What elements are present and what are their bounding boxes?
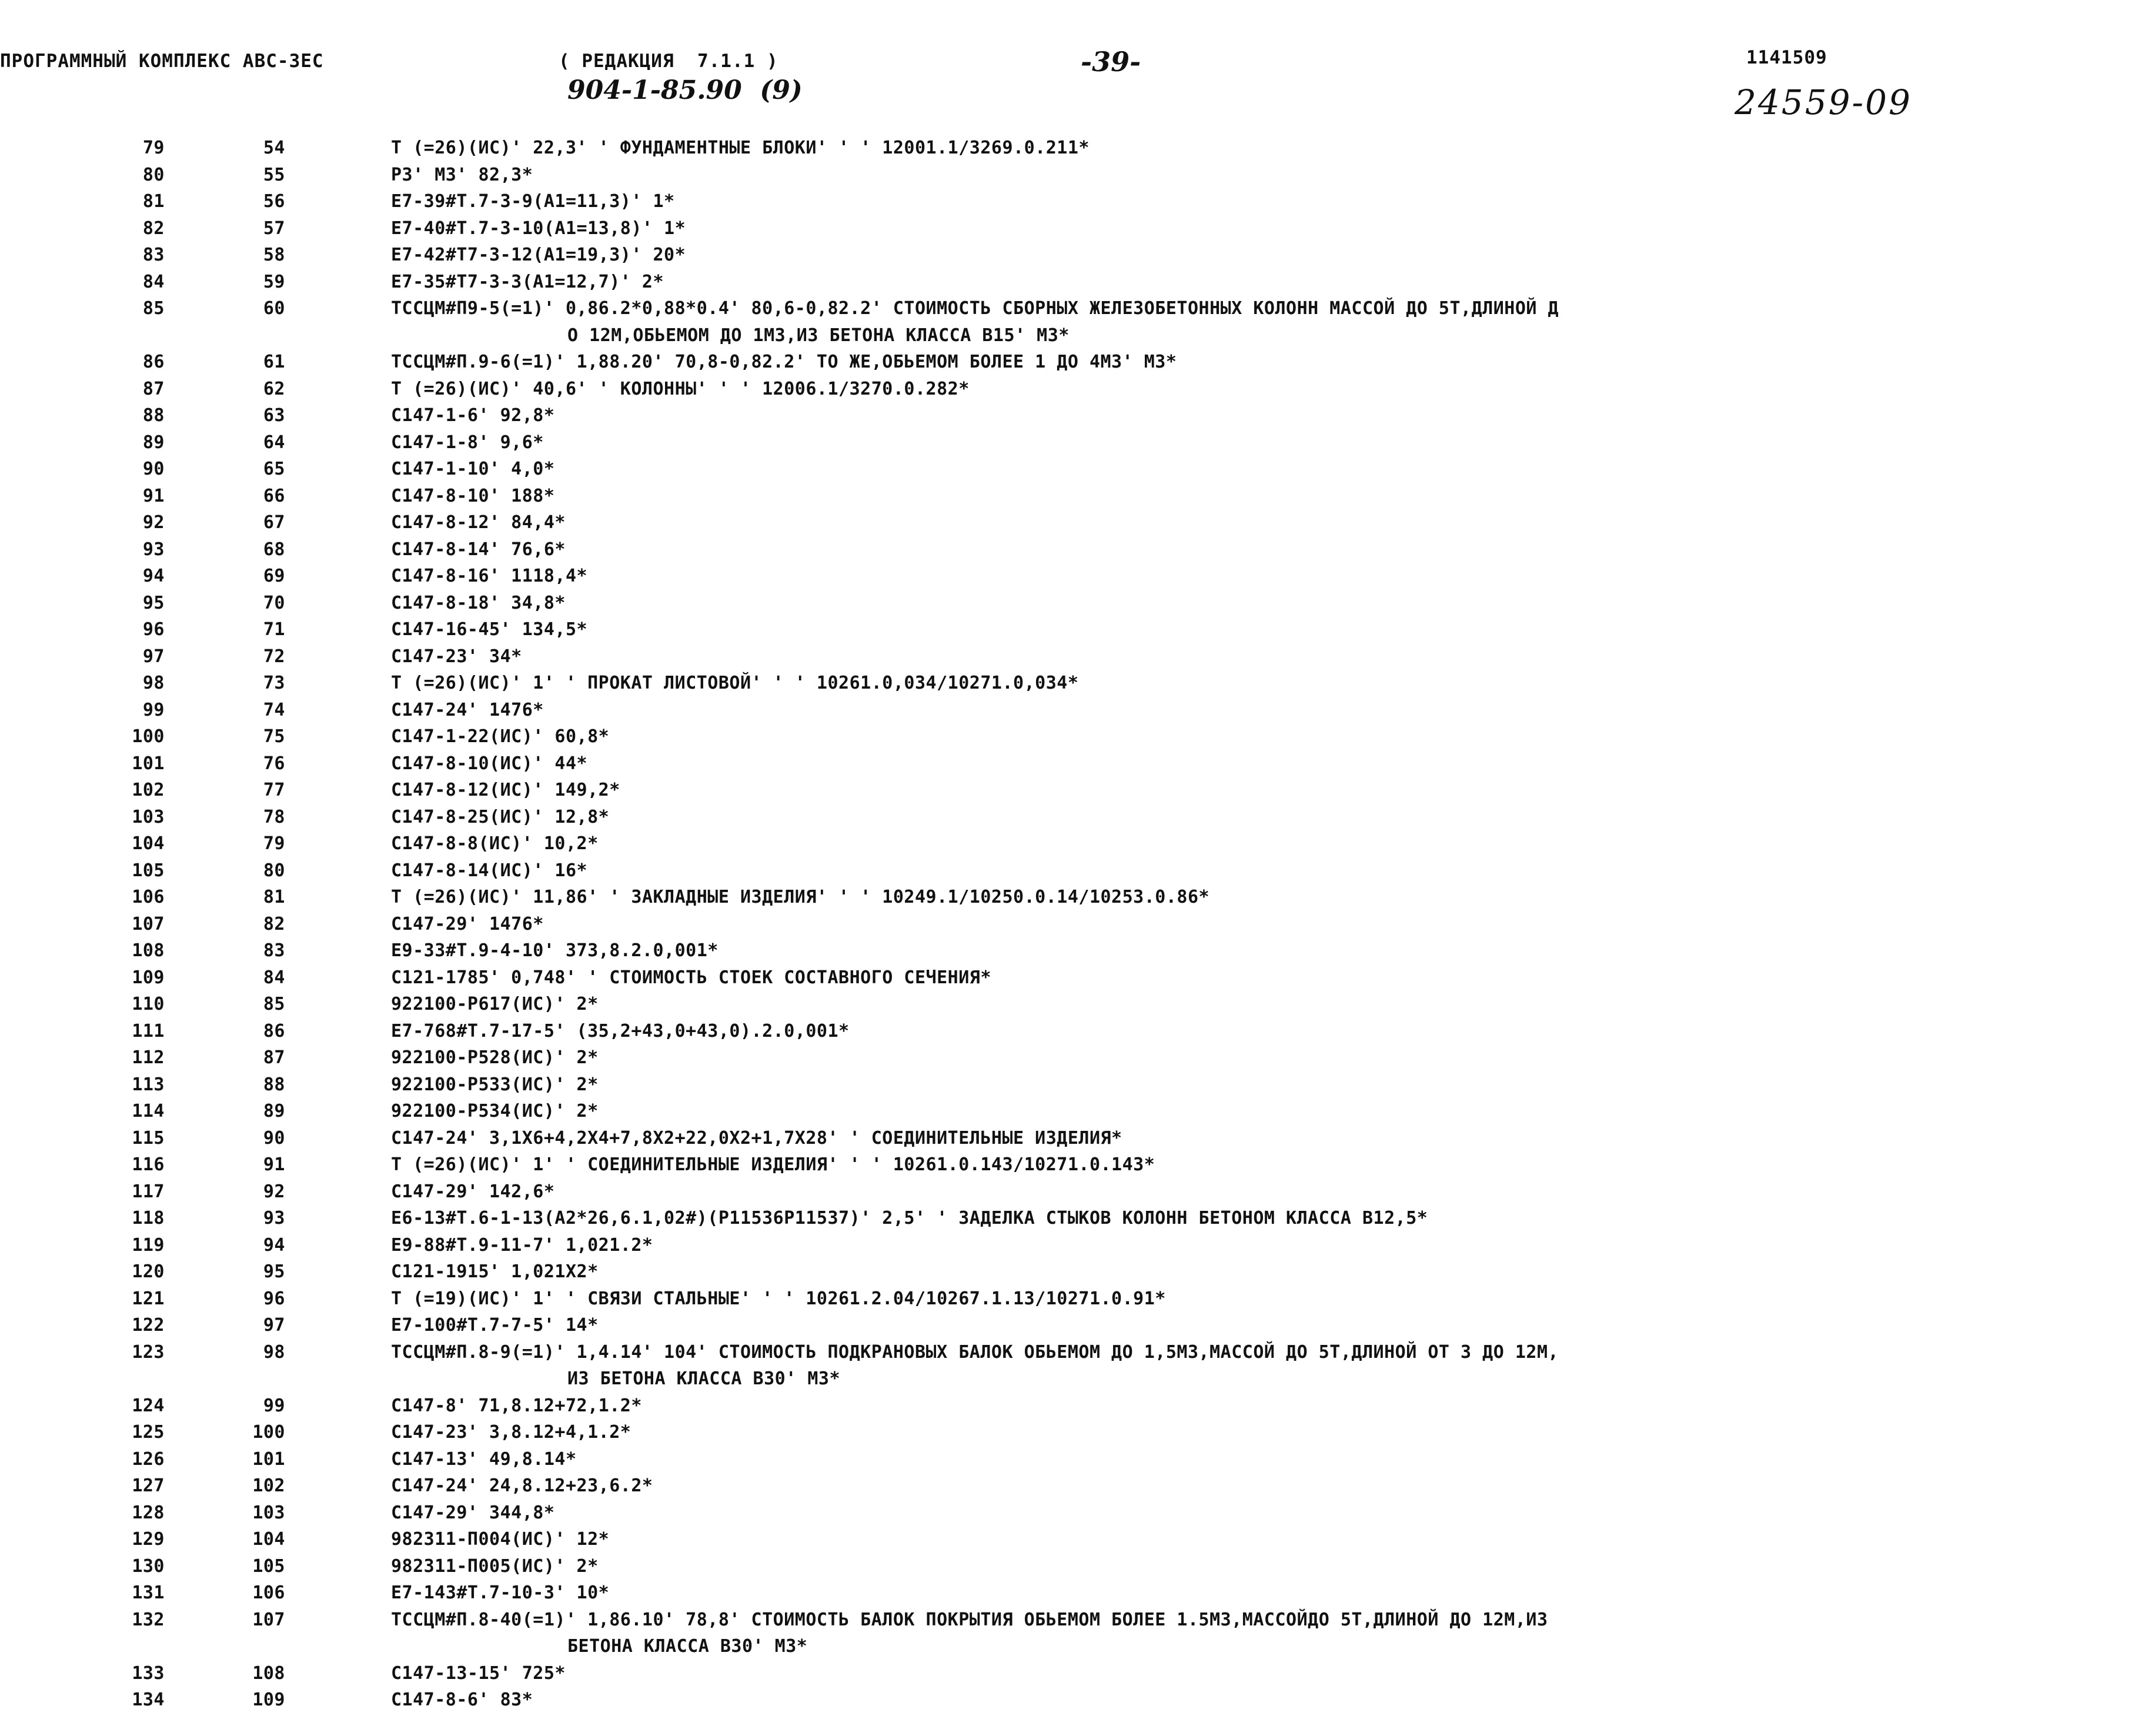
line-number: 94 [142,566,165,586]
listing-line [0,375,2152,402]
statement-text: Е9-88#Т.9-11-7' 1,021.2* [391,1234,653,1256]
listing-line [0,215,2152,242]
statement-text: О 12М,ОБЬЕМОМ ДО 1М3,ИЗ БЕТОНА КЛАССА В15' М3* [567,325,1070,346]
listing-line [0,1097,2152,1124]
statement-number: 89 [263,1101,285,1121]
statement-text: С147-13' 49,8.14* [391,1448,577,1470]
edition-label: ( РЕДАКЦИЯ 7.1.1 ) [559,51,778,72]
statement-text: С147-8-10(ИС)' 44* [391,753,588,774]
line-number: 131 [132,1583,165,1603]
statement-number: 102 [252,1475,285,1496]
line-number: 102 [132,780,165,800]
line-number: 132 [132,1609,165,1630]
listing-line [0,1445,2152,1473]
statement-number: 104 [252,1529,285,1550]
statement-text: Е9-33#Т.9-4-10' 373,8.2.0,001* [391,940,719,961]
statement-text: С147-24' 1476* [391,699,544,720]
statement-number: 97 [263,1315,285,1336]
handwritten-inventory-number: 24559-09 [1735,82,1912,122]
listing-line [0,1044,2152,1071]
line-number: 99 [142,699,165,720]
statement-text: С147-8-18' 34,8* [391,592,566,613]
line-number: 104 [132,833,165,854]
statement-number: 77 [263,780,285,800]
statement-number: 72 [263,646,285,667]
statement-number: 70 [263,592,285,613]
statement-text: Т (=26)(ИС)' 11,86' ' ЗАКЛАДНЫЕ ИЗДЕЛИЯ' ' ' 10249.1/10250.0.14/10253.0.86* [391,887,1210,907]
doc-number: 1141509 [1746,47,1827,68]
statement-number: 74 [263,699,285,720]
statement-number: 63 [263,405,285,426]
listing-line [0,1258,2152,1285]
statement-number: 67 [263,512,285,533]
listing-line [0,669,2152,696]
line-number: 80 [142,164,165,185]
listing-line [0,830,2152,857]
line-number: 90 [142,459,165,479]
line-number: 87 [142,378,165,399]
line-number: 114 [132,1101,165,1121]
line-number: 125 [132,1422,165,1443]
statement-number: 85 [263,994,285,1014]
listing-line [0,1124,2152,1151]
line-number: 128 [132,1502,165,1523]
statement-number: 99 [263,1395,285,1416]
listing-line [0,1606,2152,1633]
statement-number: 60 [263,298,285,319]
statement-number: 90 [263,1127,285,1149]
statement-number: 82 [263,913,285,934]
statement-number: 58 [263,245,285,265]
line-number: 82 [142,218,165,239]
line-number: 79 [142,138,165,158]
statement-number: 71 [263,619,285,640]
statement-text: БЕТОНА КЛАССА В30' М3* [567,1636,808,1657]
line-number: 92 [142,512,165,533]
listing-continuation-line [0,1632,2152,1660]
statement-text: Е7-35#Т7-3-3(А1=12,7)' 2* [391,271,664,292]
listing-line [0,1553,2152,1580]
statement-text: С147-8-12' 84,4* [391,512,566,533]
statement-text: С147-29' 142,6* [391,1181,555,1202]
statement-text: Т (=19)(ИС)' 1' ' СВЯЗИ СТАЛЬНЫЕ' ' ' 10261.2.04/10267.1.13/10271.0.91* [391,1288,1166,1309]
line-number: 103 [132,806,165,827]
line-number: 96 [142,619,165,640]
listing-line [0,696,2152,723]
statement-number: 81 [263,887,285,907]
statement-number: 98 [263,1341,285,1363]
statement-number: 75 [263,726,285,747]
statement-text: ТССЦМ#П.9-6(=1)' 1,88.20' 70,8-0,82.2' ТО ЖЕ,ОБЬЕМОМ БОЛЕЕ 1 ДО 4М3' М3* [391,352,1177,372]
listing-line [0,990,2152,1017]
line-number: 98 [142,673,165,693]
statement-text: С147-13-15' 725* [391,1662,566,1684]
listing-line [0,643,2152,670]
statement-number: 86 [263,1020,285,1041]
line-number: 111 [132,1020,165,1041]
statement-text: Т (=26)(ИС)' 40,6' ' КОЛОННЫ' ' ' 12006.1/3270.0.282* [391,378,970,399]
listing-line [0,482,2152,509]
listing-line [0,1338,2152,1366]
line-number: 83 [142,245,165,265]
listing-line [0,910,2152,937]
listing-line [0,776,2152,803]
statement-number: 66 [263,485,285,506]
program-listing [0,134,2152,1713]
statement-number: 69 [263,566,285,586]
statement-number: 101 [252,1448,285,1470]
line-number: 118 [132,1208,165,1228]
statement-text: С147-8-6' 83* [391,1690,533,1710]
listing-line [0,241,2152,268]
line-number: 91 [142,485,165,506]
line-number: 88 [142,405,165,426]
statement-text: С147-8-14' 76,6* [391,539,566,560]
statement-text: С147-24' 24,8.12+23,6.2* [391,1475,653,1496]
line-number: 127 [132,1475,165,1496]
line-number: 112 [132,1047,165,1068]
statement-number: 88 [263,1074,285,1095]
listing-line [0,134,2152,161]
statement-text: Е7-100#Т.7-7-5' 14* [391,1315,599,1336]
statement-text: 982311-П004(ИС)' 12* [391,1529,610,1550]
statement-text: ТССЦМ#П9-5(=1)' 0,86.2*0,88*0.4' 80,6-0,82.2' СТОИМОСТЬ СБОРНЫХ ЖЕЛЕЗОБЕТОННЫХ КОЛОНН МАССОЙ ДО 5Т,ДЛИНОЙ Д [391,298,1559,319]
statement-text: С147-1-22(ИС)' 60,8* [391,726,610,747]
line-number: 95 [142,592,165,613]
listing-line [0,1311,2152,1338]
line-number: 85 [142,298,165,319]
line-number: 101 [132,753,165,774]
line-number: 86 [142,352,165,372]
statement-text: С147-24' 3,1Х6+4,2Х4+7,8Х2+22,0Х2+1,7Х28' ' СОЕДИНИТЕЛЬНЫЕ ИЗДЕЛИЯ* [391,1127,1122,1149]
statement-text: С147-1-6' 92,8* [391,405,555,426]
line-number: 124 [132,1395,165,1416]
listing-line [0,161,2152,188]
line-number: 89 [142,432,165,453]
line-number: 100 [132,726,165,747]
listing-line [0,1231,2152,1258]
handwritten-project-code: 904-1-85.90 (9) [567,75,803,105]
statement-text: С147-8-10' 188* [391,485,555,506]
statement-number: 100 [252,1422,285,1443]
statement-text: 922100-Р534(ИС)' 2* [391,1101,599,1121]
statement-number: 78 [263,806,285,827]
line-number: 119 [132,1234,165,1256]
line-number: 116 [132,1154,165,1175]
statement-number: 68 [263,539,285,560]
listing-line [0,1686,2152,1713]
statement-text: С147-8-8(ИС)' 10,2* [391,833,599,854]
statement-text: Е7-143#Т.7-10-3' 10* [391,1583,610,1603]
statement-number: 109 [252,1690,285,1710]
line-number: 134 [132,1690,165,1710]
statement-number: 57 [263,218,285,239]
statement-text: Е6-13#Т.6-1-13(А2*26,6.1,02#)(Р11536Р11537)' 2,5' ' ЗАДЕЛКА СТЫКОВ КОЛОНН БЕТОНОМ КЛАССА В12,5* [391,1208,1428,1228]
statement-text: Е7-768#Т.7-17-5' (35,2+43,0+43,0).2.0,001* [391,1020,850,1041]
listing-line [0,589,2152,616]
listing-line [0,402,2152,429]
statement-text: С147-8-14(ИС)' 16* [391,860,588,881]
statement-number: 108 [252,1662,285,1684]
line-number: 109 [132,967,165,988]
line-number: 122 [132,1315,165,1336]
statement-number: 83 [263,940,285,961]
listing-line [0,429,2152,456]
listing-line [0,1392,2152,1419]
line-number: 117 [132,1181,165,1202]
statement-number: 94 [263,1234,285,1256]
listing-line [0,964,2152,991]
statement-number: 54 [263,138,285,158]
line-number: 133 [132,1662,165,1684]
listing-line [0,1418,2152,1445]
statement-text: С147-29' 344,8* [391,1502,555,1523]
statement-text: С147-8-12(ИС)' 149,2* [391,780,620,800]
statement-number: 59 [263,271,285,292]
statement-number: 61 [263,352,285,372]
statement-number: 65 [263,459,285,479]
listing-line [0,1499,2152,1526]
statement-text: С147-23' 3,8.12+4,1.2* [391,1422,631,1443]
listing-line [0,455,2152,482]
line-number: 108 [132,940,165,961]
line-number: 129 [132,1529,165,1550]
statement-number: 56 [263,191,285,212]
listing-line [0,723,2152,750]
statement-text: 922100-Р533(ИС)' 2* [391,1074,599,1095]
statement-number: 62 [263,378,285,399]
statement-text: Т (=26)(ИС)' 1' ' СОЕДИНИТЕЛЬНЫЕ ИЗДЕЛИЯ' ' ' 10261.0.143/10271.0.143* [391,1154,1155,1175]
listing-line [0,1178,2152,1205]
statement-text: С147-8-25(ИС)' 12,8* [391,806,610,827]
listing-line [0,937,2152,964]
statement-text: ИЗ БЕТОНА КЛАССА В30' М3* [567,1368,841,1389]
statement-number: 73 [263,673,285,693]
listing-line [0,1579,2152,1606]
listing-line [0,750,2152,777]
statement-number: 84 [263,967,285,988]
listing-continuation-line [0,1365,2152,1392]
listing-line [0,562,2152,589]
listing-line [0,1525,2152,1553]
line-number: 126 [132,1448,165,1470]
line-number: 84 [142,271,165,292]
listing-line [0,1151,2152,1178]
statement-text: С147-29' 1476* [391,913,544,934]
listing-line [0,536,2152,563]
statement-number: 79 [263,833,285,854]
statement-text: 982311-П005(ИС)' 2* [391,1555,599,1577]
line-number: 110 [132,994,165,1014]
statement-text: Е7-39#Т.7-3-9(А1=11,3)' 1* [391,191,675,212]
listing-line [0,188,2152,215]
statement-number: 55 [263,164,285,185]
line-number: 105 [132,860,165,881]
statement-text: Т (=26)(ИС)' 1' ' ПРОКАТ ЛИСТОВОЙ' ' ' 10261.0,034/10271.0,034* [391,673,1079,693]
statement-number: 107 [252,1609,285,1630]
statement-number: 106 [252,1583,285,1603]
statement-number: 64 [263,432,285,453]
statement-text: С147-8-16' 1118,4* [391,566,588,586]
statement-text: С147-23' 34* [391,646,522,667]
statement-number: 80 [263,860,285,881]
listing-continuation-line [0,322,2152,349]
listing-line [0,857,2152,884]
statement-text: Е7-40#Т.7-3-10(А1=13,8)' 1* [391,218,686,239]
listing-line [0,616,2152,643]
listing-line [0,295,2152,322]
statement-text: С121-1785' 0,748' ' СТОИМОСТЬ СТОЕК СОСТАВНОГО СЕЧЕНИЯ* [391,967,991,988]
line-number: 123 [132,1341,165,1363]
statement-number: 91 [263,1154,285,1175]
statement-text: РЗ' МЗ' 82,3* [391,164,533,185]
statement-number: 105 [252,1555,285,1577]
statement-text: 922100-Р617(ИС)' 2* [391,994,599,1014]
listing-line [0,1472,2152,1499]
line-number: 130 [132,1555,165,1577]
statement-number: 103 [252,1502,285,1523]
statement-number: 92 [263,1181,285,1202]
statement-text: ТССЦМ#П.8-9(=1)' 1,4.14' 104' СТОИМОСТЬ ПОДКРАНОВЫХ БАЛОК ОБЬЕМОМ ДО 1,5М3,МАССОЙ ДО 5Т,ДЛИНОЙ ОТ 3 ДО 12М, [391,1341,1559,1363]
program-title: ПРОГРАММНЫЙ КОМПЛЕКС АВС-3ЕС [0,51,324,72]
statement-text: С147-8' 71,8.12+72,1.2* [391,1395,642,1416]
listing-line [0,509,2152,536]
line-number: 113 [132,1074,165,1095]
line-number: 81 [142,191,165,212]
statement-text: С147-16-45' 134,5* [391,619,588,640]
line-number: 93 [142,539,165,560]
statement-text: С147-1-8' 9,6* [391,432,544,453]
line-number: 106 [132,887,165,907]
statement-number: 87 [263,1047,285,1068]
statement-text: С147-1-10' 4,0* [391,459,555,479]
statement-text: Т (=26)(ИС)' 22,3' ' ФУНДАМЕНТНЫЕ БЛОКИ' ' ' 12001.1/3269.0.211* [391,138,1090,158]
listing-line [0,1660,2152,1687]
listing-line [0,1204,2152,1231]
statement-number: 76 [263,753,285,774]
listing-line [0,803,2152,830]
statement-text: 922100-Р528(ИС)' 2* [391,1047,599,1068]
listing-line [0,268,2152,295]
statement-text: Е7-42#Т7-3-12(А1=19,3)' 20* [391,245,686,265]
line-number: 97 [142,646,165,667]
statement-number: 93 [263,1208,285,1228]
listing-line [0,1071,2152,1098]
listing-line [0,883,2152,910]
line-number: 120 [132,1261,165,1282]
listing-line [0,348,2152,375]
line-number: 107 [132,913,165,934]
line-number: 115 [132,1127,165,1149]
statement-text: ТССЦМ#П.8-40(=1)' 1,86.10' 78,8' СТОИМОСТЬ БАЛОК ПОКРЫТИЯ ОБЬЕМОМ БОЛЕЕ 1.5М3,МАССОЙДО 5Т,ДЛИНОЙ ДО 12М,ИЗ [391,1609,1548,1630]
line-number: 121 [132,1288,165,1309]
page-number: -39- [1081,46,1141,78]
statement-number: 96 [263,1288,285,1309]
listing-line [0,1017,2152,1044]
listing-line [0,1285,2152,1312]
statement-text: С121-1915' 1,021Х2* [391,1261,599,1282]
statement-number: 95 [263,1261,285,1282]
